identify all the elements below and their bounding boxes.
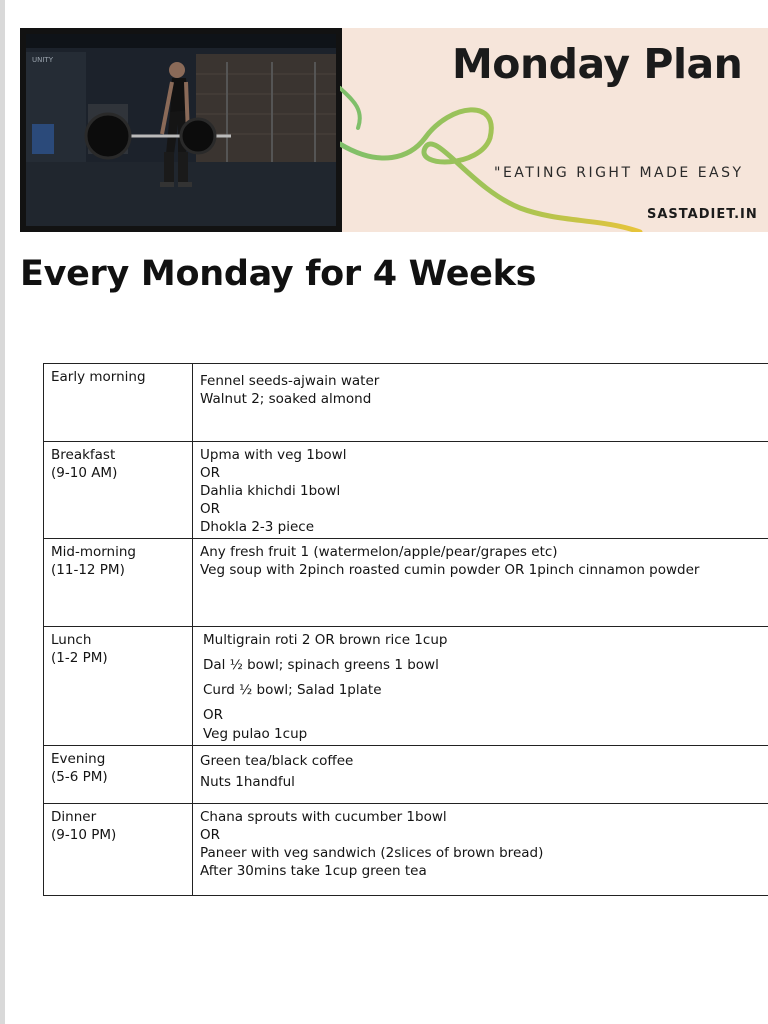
menu-item: Upma with veg 1bowl (200, 447, 347, 463)
menu-item: Veg soup with 2pinch roasted cumin powder OR 1pinch cinnamon powder (200, 562, 700, 578)
menu-item: Walnut 2; soaked almond (200, 391, 372, 407)
meal-name: Early morning (51, 369, 146, 385)
meal-time: (9-10 PM) (51, 827, 117, 843)
menu-item: OR (200, 465, 221, 481)
menu-item: Green tea/black coffee (200, 753, 354, 769)
menu-item: After 30mins take 1cup green tea (200, 863, 427, 879)
page-heading: Every Monday for 4 Weeks (20, 254, 537, 294)
menu-item: OR (200, 501, 221, 517)
meal-cell (44, 746, 193, 804)
table-row (44, 746, 768, 804)
menu-cell (193, 746, 768, 804)
banner-tagline: "EATING RIGHT MADE EASY (494, 165, 744, 181)
menu-item: Veg pulao 1cup (203, 726, 308, 742)
meal-cell (44, 627, 193, 746)
meal-time: (1-2 PM) (51, 650, 108, 666)
meal-time: (11-12 PM) (51, 562, 125, 578)
photo-sign-text: UNITY (32, 56, 53, 64)
meal-name: Lunch (51, 632, 92, 648)
banner (20, 28, 768, 232)
menu-cell (193, 804, 768, 896)
meal-name: Breakfast (51, 447, 116, 463)
meal-cell (44, 539, 193, 627)
menu-item: OR (203, 707, 224, 723)
banner-site-name: SASTADIET.IN (647, 207, 758, 222)
table-row (44, 364, 768, 442)
menu-item: Paneer with veg sandwich (2slices of brown bread) (200, 845, 544, 861)
menu-item: Any fresh fruit 1 (watermelon/apple/pear/grapes etc) (200, 544, 558, 560)
menu-item: Dhokla 2-3 piece (200, 519, 315, 535)
menu-item: Dahlia khichdi 1bowl (200, 483, 341, 499)
menu-cell (193, 442, 768, 539)
menu-item: Fennel seeds-ajwain water (200, 373, 380, 389)
page-left-edge (0, 0, 5, 1024)
menu-item: Dal ½ bowl; spinach greens 1 bowl (203, 657, 439, 673)
gym-photo (20, 28, 342, 232)
meal-cell (44, 804, 193, 896)
meal-time: (5-6 PM) (51, 769, 108, 785)
meal-name: Mid-morning (51, 544, 136, 560)
menu-cell (193, 539, 768, 627)
meal-name: Dinner (51, 809, 97, 825)
deadlift-illustration (26, 34, 336, 226)
menu-item: Curd ½ bowl; Salad 1plate (203, 682, 382, 698)
meal-time: (9-10 AM) (51, 465, 118, 481)
menu-item: Multigrain roti 2 OR brown rice 1cup (203, 632, 448, 648)
table-row (44, 539, 768, 627)
meal-cell (44, 442, 193, 539)
meal-name: Evening (51, 751, 106, 767)
meal-cell (44, 364, 193, 442)
menu-cell (193, 627, 768, 746)
banner-title: Monday Plan (452, 40, 743, 88)
menu-item: Chana sprouts with cucumber 1bowl (200, 809, 447, 825)
table-row (44, 442, 768, 539)
menu-item: Nuts 1handful (200, 774, 295, 790)
menu-cell (193, 364, 768, 442)
meal-plan-table (43, 363, 768, 896)
table-row (44, 627, 768, 746)
table-row (44, 804, 768, 896)
menu-item: OR (200, 827, 221, 843)
